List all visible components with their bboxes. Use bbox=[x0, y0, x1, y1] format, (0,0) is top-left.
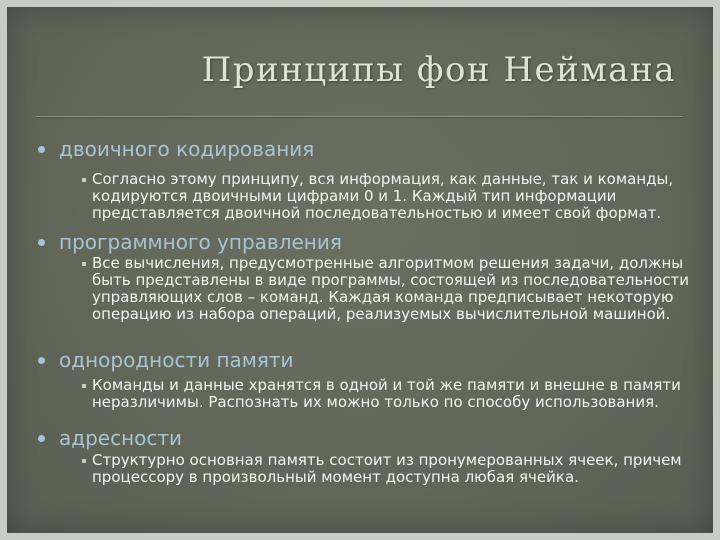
round-bullet-icon bbox=[38, 239, 45, 246]
square-bullet-icon bbox=[82, 178, 86, 182]
square-bullet-icon bbox=[82, 459, 86, 463]
square-bullet-icon bbox=[82, 384, 86, 388]
section-body-binary-coding bbox=[76, 171, 696, 222]
round-bullet-icon bbox=[38, 435, 45, 442]
section-heading-memory-homogeneity bbox=[36, 348, 294, 372]
round-bullet-icon bbox=[38, 146, 45, 153]
round-bullet-icon bbox=[38, 357, 45, 364]
title-divider bbox=[36, 116, 682, 117]
section-heading-binary-coding bbox=[36, 137, 314, 161]
section-body-text: Структурно основная память состоит из пронумерованных ячеек, причем процессору в произвольный момент доступна любая ячейка. bbox=[92, 451, 682, 486]
section-heading-addressing bbox=[36, 426, 182, 450]
section-heading-text: адресности bbox=[59, 426, 183, 450]
section-heading-text: программного управления bbox=[59, 230, 342, 254]
section-heading-program-control bbox=[36, 230, 342, 254]
section-heading-text: однородности памяти bbox=[59, 348, 294, 372]
section-body-text: Команды и данные хранятся в одной и той же памяти и внешне в памяти неразличимы. Распознать их можно только по способу использования. bbox=[92, 376, 681, 411]
section-heading-text: двоичного кодирования bbox=[59, 137, 315, 161]
section-body-addressing bbox=[76, 452, 696, 486]
square-bullet-icon bbox=[82, 262, 86, 266]
slide-title: Принципы фон Неймана bbox=[201, 50, 676, 90]
section-body-text: Все вычисления, предусмотренные алгоритмом решения задачи, должны быть представлены в виде программы, состоящей из последовательности управляющих слов – команд. Каждая команда предписывает некоторую операцию из набора операций, реализуемых вычислительной машиной. bbox=[92, 254, 690, 323]
section-body-memory-homogeneity bbox=[76, 377, 696, 411]
section-body-program-control bbox=[76, 255, 696, 323]
section-body-text: Согласно этому принципу, вся информация, как данные, так и команды, кодируются двоичными цифрами 0 и 1. Каждый тип информации представляется двоичной последовательностью и имеет свой формат. bbox=[92, 170, 674, 222]
